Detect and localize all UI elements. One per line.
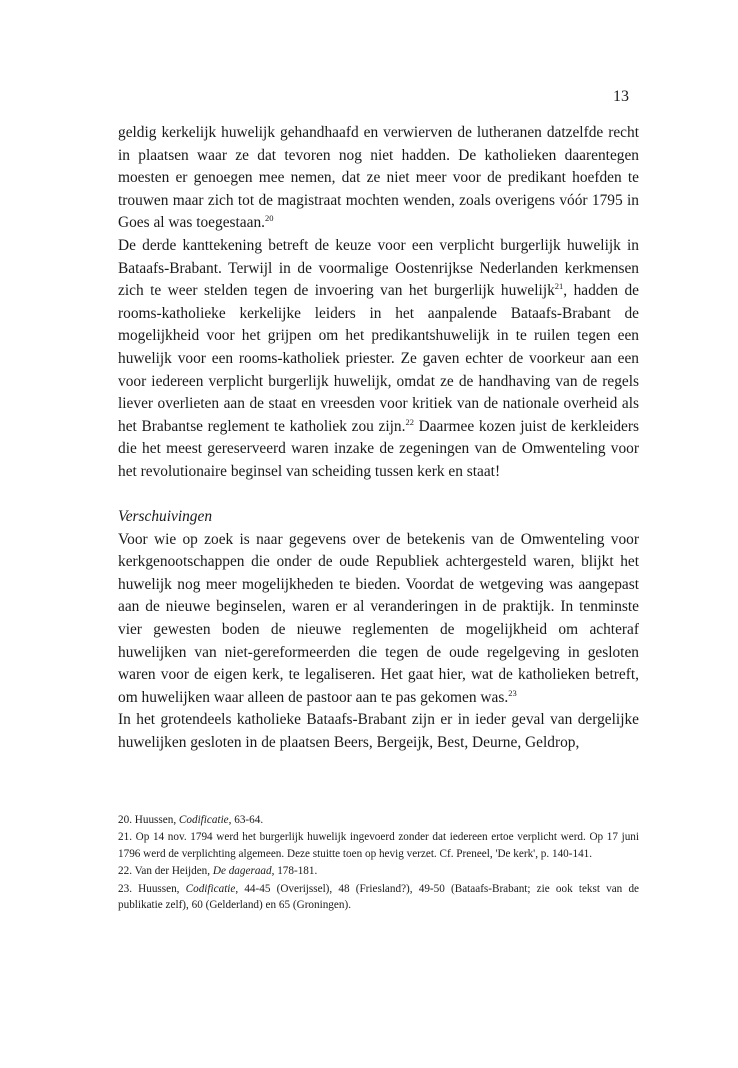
footnote-ref-23: 23: [508, 687, 517, 698]
footnote-text: , 63-64.: [228, 814, 264, 826]
paragraph-2: [118, 235, 639, 484]
paragraph-1: [118, 122, 639, 235]
footnote-23: [118, 881, 639, 914]
footnotes: [118, 812, 639, 914]
footnote-number: 21.: [118, 831, 132, 844]
footnote-text: , 178-181.: [271, 865, 318, 878]
paragraph-4-text: In het grotendeels katholieke Bataafs-Brabant zijn er in ieder geval van dergelijke huwelijken gesloten in de plaatsen Beers, Bergeijk, Best, Deurne, Geldrop,: [118, 711, 639, 752]
footnote-21: [118, 829, 639, 862]
footnote-text: Op 14 nov. 1794 werd het burgerlijk huwelijk ingevoerd zonder dat iedereen ertoe verplicht werd. Op 17 juni 1796 werd de verplichting algemeen. Deze stuitte toen op hevig verzet. Cf. Preneel, 'De kerk', p. 140-141.: [118, 831, 639, 860]
footnote-text: Huussen,: [131, 814, 179, 826]
paragraph-2-text-c: Daarmee kozen juist de kerkleiders die het meest gereserveerd waren inzake de zegeningen van de Omwenteling voor het revolutionaire beginsel van scheiding tussen kerk en staat!: [118, 417, 639, 480]
footnote-title: Codificatie: [178, 814, 229, 826]
footnote-text: Huussen,: [131, 882, 186, 895]
body-text: [118, 122, 639, 755]
page-number: 13: [613, 88, 629, 105]
footnote-text: , 44-45 (Overijssel), 48 (Friesland?), 49-50 (Bataafs-Brabant; zie ook tekst van de publikatie zelf), 60 (Gelderland) en 65 (Groningen).: [118, 882, 640, 912]
footnote-number: 20.: [118, 814, 132, 826]
footnote-ref-20: 20: [265, 213, 274, 224]
paragraph-4: [118, 709, 639, 754]
footnote-number: 22.: [118, 865, 132, 878]
footnote-text: Van der Heijden,: [131, 865, 213, 878]
footnote-ref-22: 22: [405, 416, 414, 427]
footnote-ref-21: 21: [554, 281, 564, 292]
paragraph-1-text: geldig kerkelijk huwelijk gehandhaafd en verwierven de lutheranen datzelfde recht in plaatsen waar ze dat tevoren nog niet hadden. De katholieken daarentegen moesten er genoegen mee nemen, dat ze niet meer voor de predikant hoefden te trouwen maar zich tot de magistraat mochten wenden, zoals overigens vóór 1795 in Goes al was toegestaan.: [118, 124, 639, 232]
section-heading: Verschuivingen: [118, 508, 213, 526]
paragraph-3: [118, 529, 639, 710]
footnote-number: 23.: [118, 882, 132, 895]
footnote-title: Codificatie: [185, 882, 236, 895]
paragraph-2-text-a: De derde kanttekening betreft de keuze voor een verplicht burgerlijk huwelijk in Bataafs-Brabant. Terwijl in de voormalige Oostenrijkse Nederlanden kerkmensen zich te weer stelden tegen de invoering van het burgerlijk huwelijk: [118, 236, 639, 300]
footnote-20: [118, 812, 639, 828]
paragraph-3-text: Voor wie op zoek is naar gegevens over de betekenis van de Omwenteling voor kerkgenootschappen die onder de oude Republiek achtergesteld waren, blijkt het huwelijk nog meer mogelijkheden te bieden. Voordat de wetgeving was aangepast aan de nieuwe beginselen, waren er al veranderingen in de praktijk. In tenminste vier gewesten boden de nieuwe reglementen de mogelijkheid om achteraf huwelijken van niet-gereformeerden die tegen de oude regelgeving in gesloten waren voor de eigen kerk, te legaliseren. Het gaat hier, wat de katholieken betreft, om huwelijken waar alleen de pastoor aan te pas gekomen was.: [118, 530, 639, 706]
paragraph-2-text-b: , hadden de rooms-katholieke kerkelijke leiders in het aanpalende Bataafs-Brabant de mogelijkheid voor het grijpen om het predikantshuwelijk in te ruilen tegen een huwelijk voor een rooms-katholiek priester. Ze gaven echter de voorkeur aan een voor iedereen verplicht burgerlijk huwelijk, omdat ze de handhaving van de regels liever overlieten aan de staat en vreesden voor kritiek van de nationale overheid als het Brabantse reglement te katholiek zou zijn.: [118, 282, 639, 435]
footnote-title: De dageraad: [212, 865, 272, 878]
footnote-22: [118, 863, 639, 879]
